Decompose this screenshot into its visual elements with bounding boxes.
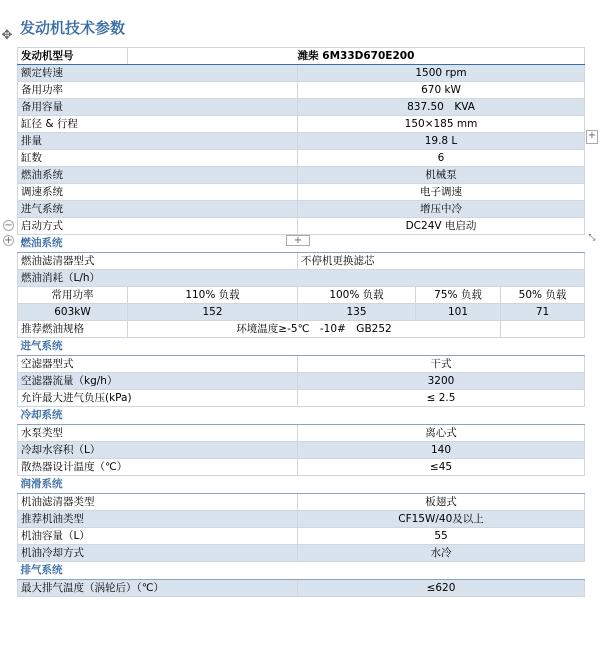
row-label: 进气系统	[18, 201, 298, 218]
row-value: 837.50 KVA	[298, 99, 585, 116]
section-title: 燃油系统	[18, 235, 585, 253]
header-value: 潍柴 6M33D670E200	[128, 48, 585, 65]
row-value: 板翅式	[298, 494, 585, 511]
section-header-cooling	[18, 407, 585, 425]
row-value: 3200	[298, 373, 585, 390]
section-header-exhaust	[18, 562, 585, 580]
table-row	[18, 65, 585, 82]
row-value: ≤45	[298, 459, 585, 476]
table-row	[18, 167, 585, 184]
table-row	[18, 48, 585, 65]
row-label: 调速系统	[18, 184, 298, 201]
row-label: 排量	[18, 133, 298, 150]
load-header-cell: 110% 负载	[128, 287, 298, 304]
row-label: 空滤器流量（kg/h）	[18, 373, 298, 390]
table-row	[18, 545, 585, 562]
table-row	[18, 459, 585, 476]
spec-table	[17, 47, 585, 597]
row-value: 机械泵	[298, 167, 585, 184]
row-label: 机油容量（L）	[18, 528, 298, 545]
table-row	[18, 390, 585, 407]
row-label: 燃油系统	[18, 167, 298, 184]
row-value: 1500 rpm	[298, 65, 585, 82]
page-title: 发动机技术参数	[20, 19, 126, 37]
row-label: 散热器设计温度（℃）	[18, 459, 298, 476]
table-move-handle-icon[interactable]: ✥	[1, 28, 13, 43]
row-value: ≤620	[298, 580, 585, 597]
row-value: 离心式	[298, 425, 585, 442]
row-value: 6	[298, 150, 585, 167]
row-value: DC24V 电启动	[298, 218, 585, 235]
table-row	[18, 442, 585, 459]
row-label: 燃油消耗（L/h）	[18, 270, 585, 287]
row-value: 水冷	[298, 545, 585, 562]
row-value: 150×185 mm	[298, 116, 585, 133]
section-title: 进气系统	[18, 338, 585, 356]
row-label: 备用功率	[18, 82, 298, 99]
load-value-cell: 603kW	[18, 304, 128, 321]
row-value: 增压中冷	[298, 201, 585, 218]
empty-cell	[501, 321, 585, 338]
row-label: 备用容量	[18, 99, 298, 116]
row-label: 冷却水容积（L）	[18, 442, 298, 459]
row-label: 缸径 & 行程	[18, 116, 298, 133]
row-label: 水泵类型	[18, 425, 298, 442]
table-row	[18, 270, 585, 287]
table-row	[18, 184, 585, 201]
row-value: 140	[298, 442, 585, 459]
load-value-cell: 101	[416, 304, 501, 321]
row-value: 环境温度≥-5℃ -10# GB252	[128, 321, 501, 338]
table-row	[18, 321, 585, 338]
table-row	[18, 82, 585, 99]
load-value-cell: 152	[128, 304, 298, 321]
row-value: CF15W/40及以上	[298, 511, 585, 528]
row-label: 允许最大进气负压(kPa)	[18, 390, 298, 407]
load-header-cell: 75% 负载	[416, 287, 501, 304]
table-row	[18, 304, 585, 321]
row-value: 干式	[298, 356, 585, 373]
row-label: 缸数	[18, 150, 298, 167]
table-row	[18, 580, 585, 597]
load-header-cell: 50% 负载	[501, 287, 585, 304]
row-value: 电子调速	[298, 184, 585, 201]
row-label: 机油滤清器类型	[18, 494, 298, 511]
row-label: 燃油滤清器型式	[18, 253, 298, 270]
row-label: 机油冷却方式	[18, 545, 298, 562]
table-row	[18, 356, 585, 373]
table-row	[18, 494, 585, 511]
row-label: 推荐机油类型	[18, 511, 298, 528]
table-row	[18, 99, 585, 116]
delete-row-icon[interactable]: −	[4, 220, 13, 231]
row-label: 启动方式	[18, 218, 298, 235]
add-column-right-icon[interactable]: +	[586, 130, 598, 144]
table-row	[18, 133, 585, 150]
table-row	[18, 511, 585, 528]
header-label: 发动机型号	[18, 48, 128, 65]
load-value-cell: 135	[298, 304, 416, 321]
row-label: 推荐燃油规格	[18, 321, 128, 338]
row-label: 最大排气温度（涡轮后）（℃）	[18, 580, 298, 597]
load-value-cell: 71	[501, 304, 585, 321]
row-label: 额定转速	[18, 65, 298, 82]
row-value: 670 kW	[298, 82, 585, 99]
row-value: 19.8 L	[298, 133, 585, 150]
table-row	[18, 287, 585, 304]
insert-column-icon[interactable]: +	[286, 235, 310, 246]
table-row	[18, 528, 585, 545]
table-row	[18, 201, 585, 218]
table-row	[18, 116, 585, 133]
insert-row-icon[interactable]: +	[4, 235, 13, 246]
table-row	[18, 150, 585, 167]
section-title: 润滑系统	[18, 476, 585, 494]
section-title: 排气系统	[18, 562, 585, 580]
table-row	[18, 425, 585, 442]
table-row	[18, 253, 585, 270]
row-label: 空滤器型式	[18, 356, 298, 373]
row-value: 55	[298, 528, 585, 545]
section-header-intake	[18, 338, 585, 356]
load-header-cell: 常用功率	[18, 287, 128, 304]
row-value: 不停机更换滤芯	[298, 253, 585, 270]
section-header-lube	[18, 476, 585, 494]
table-resize-icon[interactable]: ⤡	[586, 233, 598, 245]
table-row	[18, 218, 585, 235]
row-value: ≤ 2.5	[298, 390, 585, 407]
section-title: 冷却系统	[18, 407, 585, 425]
load-header-cell: 100% 负载	[298, 287, 416, 304]
table-row	[18, 373, 585, 390]
